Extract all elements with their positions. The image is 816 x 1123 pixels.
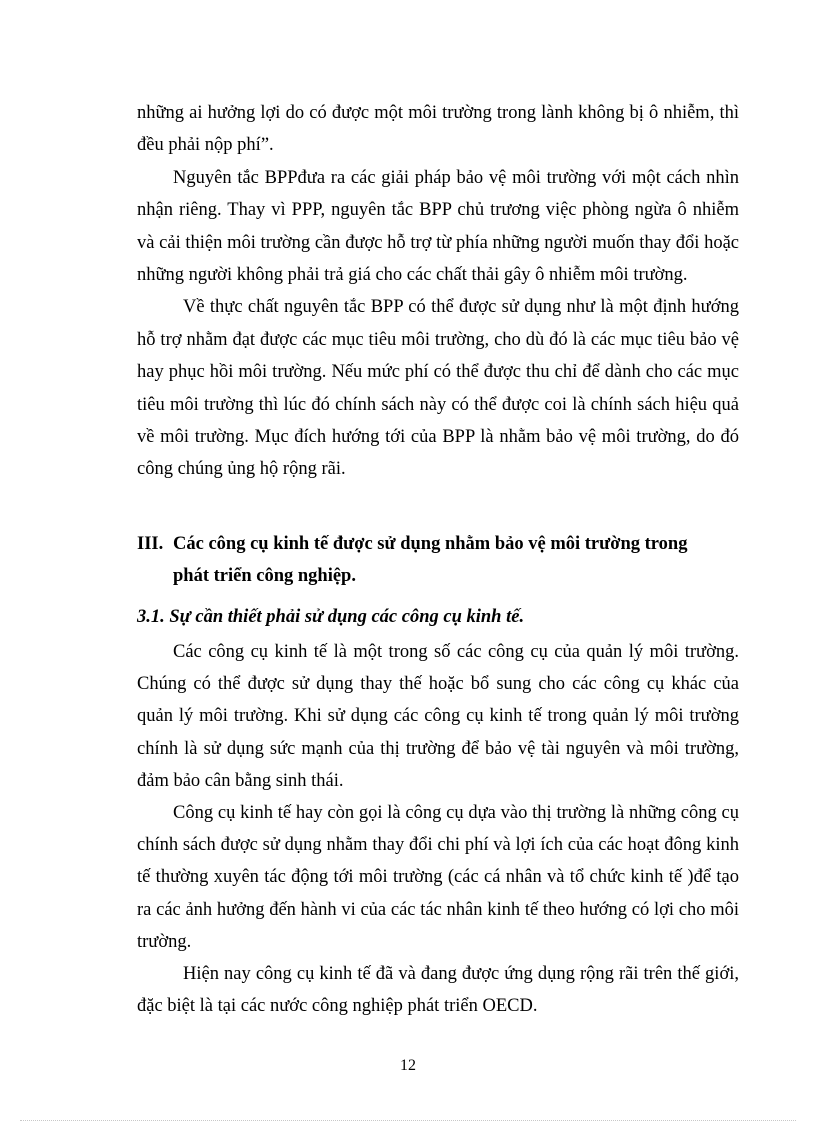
paragraph-bpp-nature: Về thực chất nguyên tắc BPP có thể được sử dụng như là một định hướng hỗ trợ nhằm đạt được các mục tiêu môi trường, cho dù đó là các mục tiêu bảo vệ hay phục hồi môi trường. Nếu mức phí có thể được thu chỉ để dành cho các mục tiêu môi trường thì lúc đó chính sách này có thể được coi là chính sách hiệu quả về môi trường. Mục đích hướng tới của BPP là nhằm bảo vệ môi trường, do đó công chúng ủng hộ rộng rãi.	[137, 297, 739, 480]
section-heading-iii-line2: phát triển công nghiệp.	[173, 566, 356, 586]
paragraph-economic-tools-intro: Các công cụ kinh tế là một trong số các công cụ của quản lý môi trường. Chúng có thể được sử dụng thay thế hoặc bổ sung cho các công cụ khác của quản lý môi trường. Khi sử dụng các công cụ kinh tế trong quản lý môi trường chính là sử dụng sức mạnh của thị trường để bảo vệ tài nguyên và môi trường, đảm bảo cân bằng sinh thái.	[137, 642, 739, 791]
subsection-heading-3-1: 3.1. Sự cần thiết phải sử dụng các công cụ kinh tế.	[137, 607, 525, 627]
body-text-bottom	[137, 636, 739, 1022]
section-heading-iii-line1	[137, 528, 739, 560]
section-heading-iii	[137, 528, 739, 592]
paragraph-continuation: những ai hưởng lợi do có được một môi trường trong lành không bị ô nhiễm, thì đều phải nộp phí”.	[137, 103, 739, 156]
paragraph-economic-tools-definition: Công cụ kinh tế hay còn gọi là công cụ dựa vào thị trường là những công cụ chính sách được sử dụng nhằm thay đổi chi phí và lợi ích của các hoạt đông kinh tế thường xuyên tác động tới môi trường (các cá nhân và tổ chức kinh tế )để tạo ra các ảnh hưởng đến hành vi của các tác nhân kinh tế theo hướng có lợi cho môi trường.	[137, 803, 739, 952]
section-number: III.	[137, 534, 164, 554]
body-text-top	[137, 97, 739, 486]
paragraph-economic-tools-oecd: Hiện nay công cụ kinh tế đã và đang được ứng dụng rộng rãi trên thế giới, đặc biệt là tại các nước công nghiệp phát triển OECD.	[137, 964, 739, 1017]
paragraph-bpp-principle: Nguyên tắc BPPđưa ra các giải pháp bảo vệ môi trường với một cách nhìn nhận riêng. Thay vì PPP, nguyên tắc BPP chủ trương việc phòng ngừa ô nhiễm và cải thiện môi trường cần được hỗ trợ từ phía những người muốn thay đổi hoặc những người không phải trả giá cho các chất thải gây ô nhiễm môi trường.	[137, 167, 739, 286]
page-number: 12	[400, 1057, 416, 1074]
section-heading-text-1: Các công cụ kinh tế được sử dụng nhằm bảo vệ môi trường trong	[173, 534, 688, 554]
page-bottom-divider	[20, 1120, 796, 1121]
